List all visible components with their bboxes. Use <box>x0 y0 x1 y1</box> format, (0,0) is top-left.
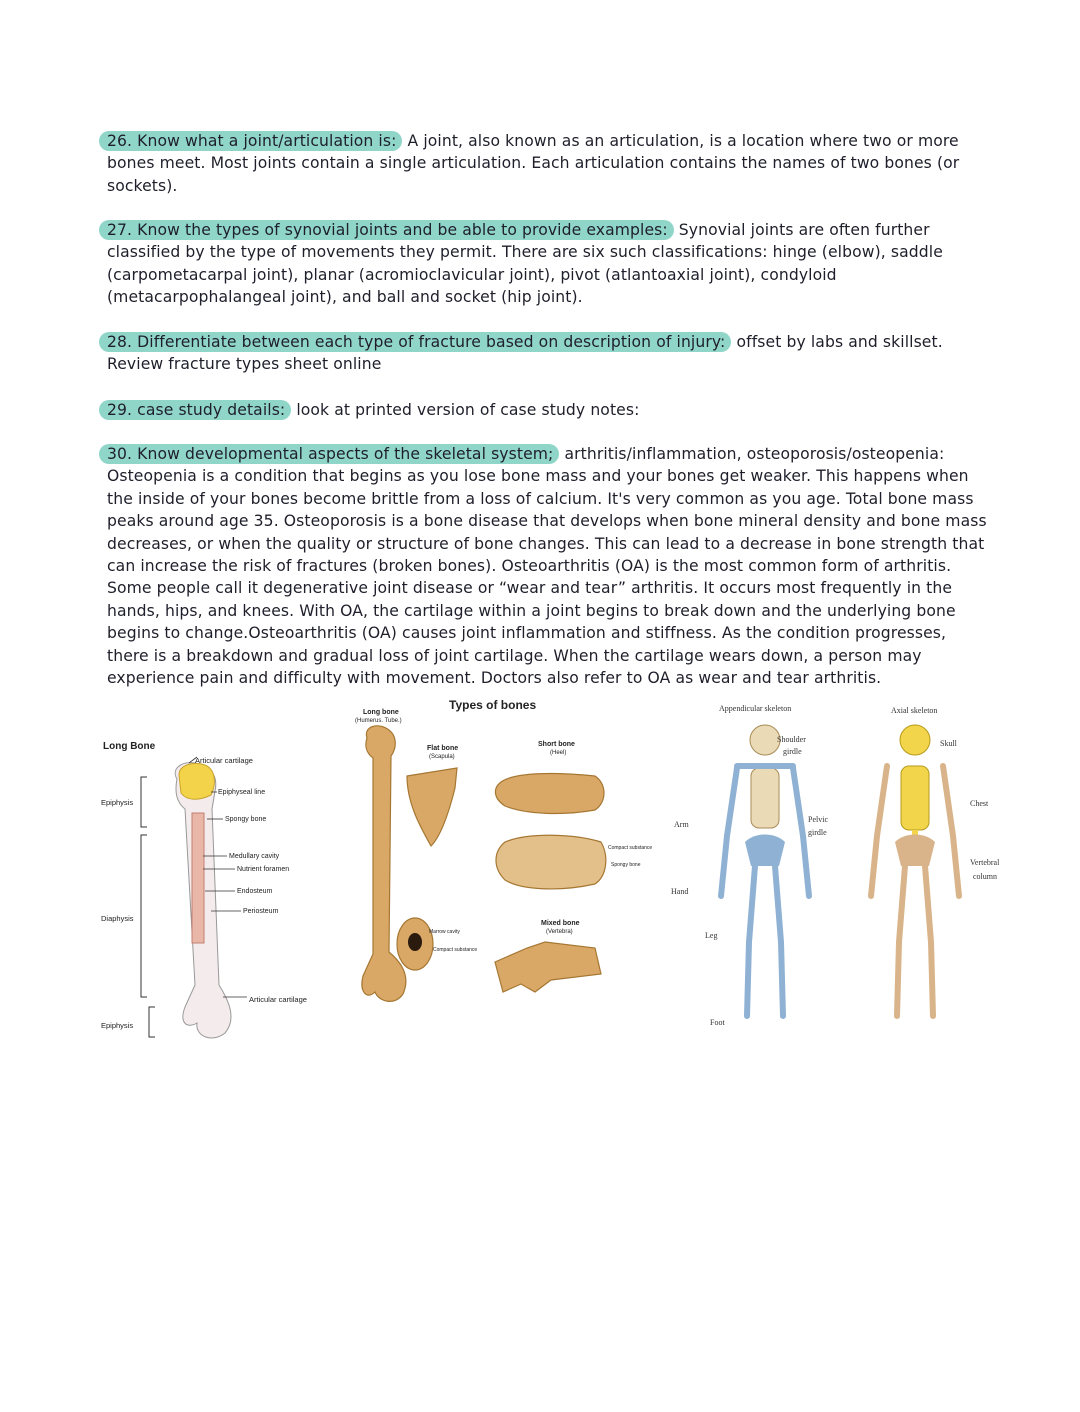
label-foot: Foot <box>710 1018 725 1027</box>
label-epiphysis-bottom: Epiphysis <box>101 1021 134 1030</box>
heel-bone <box>495 774 604 814</box>
label-short-bone: Short bone <box>538 741 575 748</box>
heel-bone-section <box>496 835 606 889</box>
label-short-bone-sub: (Heel) <box>550 750 567 756</box>
label-shoulder: Shoulder <box>777 735 806 744</box>
label-arm: Arm <box>674 820 689 829</box>
label-mixed-bone: Mixed bone <box>541 920 580 927</box>
label-spongy-bone-types: Spongy bone <box>611 862 641 868</box>
scapula-bone <box>407 768 457 846</box>
label-flat-bone: Flat bone <box>427 745 459 752</box>
label-nutrient-foramen: Nutrient foramen <box>237 866 290 873</box>
long-bone-diagram <box>95 735 335 1045</box>
label-chest: Chest <box>970 799 989 808</box>
question-29 <box>107 399 987 421</box>
marrow-cavity-hole <box>408 933 422 951</box>
question-29-heading: 29. case study details: <box>99 400 291 420</box>
types-of-bones-diagram <box>345 692 665 1032</box>
question-27-heading: 27. Know the types of synovial joints and be able to provide examples: <box>99 220 674 240</box>
vertebra-bone <box>495 942 601 992</box>
label-endosteum: Endosteum <box>237 888 273 895</box>
label-compact-substance: Compact substance <box>608 845 653 851</box>
label-long-bone: Long bone <box>363 709 399 716</box>
question-27 <box>107 219 987 309</box>
question-28-heading: 28. Differentiate between each type of fracture based on description of injury: <box>99 332 731 352</box>
label-hand: Hand <box>671 887 689 896</box>
label-pelvic: Pelvic <box>808 815 828 824</box>
label-axial-skeleton: Axial skeleton <box>891 706 938 715</box>
label-compact-substance-2: Compact substance <box>433 947 478 953</box>
label-articular-cartilage-bottom: Articular cartilage <box>249 995 307 1004</box>
question-30-body: arthritis/inflammation, osteoporosis/osteopenia: Osteopenia is a condition that begins as you lose bone mass and your bones get weaker. This happens when the inside of your bones become brittle from a loss of calcium. It's very common as you age. Total bone mass peaks around age 35. Osteoporosis is a bone disease that develops when bone mineral density and bone mass decreases, or when the quality or structure of bone changes. This can lead to a decrease in bone strength that can increase the risk of fractures (broken bones). Osteoarthritis (OA) is the most common form of arthritis. Some people call it degenerative joint disease or “wear and tear” arthritis. It occurs most frequently in the hands, hips, and knees. With OA, the cartilage within a joint begins to break down and the underlying bone begins to change.Osteoarthritis (OA) causes joint inflammation and stiffness. As the condition progresses, there is a breakdown and gradual loss of joint cartilage. When the cartilage wears down, a person may experience pain and difficulty with movement. Doctors also refer to OA as wear and tear arthritis. <box>107 445 987 688</box>
label-marrow-cavity: Marrow cavity <box>429 929 460 935</box>
question-30 <box>107 443 987 689</box>
skeleton-diagram <box>665 696 1025 1036</box>
question-26-heading: 26. Know what a joint/articulation is: <box>99 131 402 151</box>
question-29-body: look at printed version of case study notes: <box>291 401 640 419</box>
label-leg: Leg <box>705 931 718 940</box>
types-title: Types of bones <box>449 698 537 712</box>
question-28 <box>107 331 987 376</box>
bracket-diaphysis <box>141 835 147 997</box>
label-vertebral: Vertebral <box>970 858 1000 867</box>
label-epiphyseal-line: Epiphyseal line <box>218 789 266 796</box>
question-28-body: offset by labs and skillset. Review fracture types sheet online <box>107 333 943 374</box>
label-spongy-bone: Spongy bone <box>225 816 267 823</box>
label-periosteum: Periosteum <box>243 908 279 915</box>
bracket-epiphysis-top <box>141 777 147 827</box>
label-column: column <box>973 872 997 881</box>
spongy-bone-region <box>179 763 214 799</box>
question-27-body: Synovial joints are often further classified by the type of movements they permit. There are six such classifications: hinge (elbow), saddle (carpometacarpal joint), planar (acromioclavicular joint), pivot (atlantoaxial joint), condyloid (metacarpophalangeal joint), and ball and socket (hip joint). <box>107 221 943 307</box>
label-pelvic-girdle: girdle <box>808 828 827 837</box>
medullary-cavity-region <box>192 813 204 943</box>
axial-skeleton-figure <box>871 725 959 1016</box>
label-flat-bone-sub: (Scapula) <box>429 754 455 760</box>
question-26-body: A joint, also known as an articulation, is a location where two or more bones meet. Most joints contain a single articulation. Each articulation contains the names of two bones (or sockets). <box>107 132 960 195</box>
label-appendicular-skeleton: Appendicular skeleton <box>719 704 792 713</box>
label-epiphysis-top: Epiphysis <box>101 798 134 807</box>
question-30-heading: 30. Know developmental aspects of the skeletal system; <box>99 444 559 464</box>
label-shoulder-girdle: girdle <box>783 747 802 756</box>
label-articular-cartilage-top: Articular cartilage <box>195 756 253 765</box>
label-medullary-cavity: Medullary cavity <box>229 853 280 860</box>
label-skull: Skull <box>940 739 957 748</box>
appendicular-skeleton-figure <box>721 725 809 1016</box>
question-26 <box>107 130 987 197</box>
long-bone-title: Long Bone <box>103 741 156 752</box>
label-mixed-bone-sub: (Vertebra) <box>546 929 573 935</box>
label-long-bone-sub: (Humerus. Tube.) <box>355 718 402 724</box>
humerus-bone <box>362 726 406 1002</box>
label-diaphysis: Diaphysis <box>101 914 134 923</box>
bracket-epiphysis-bottom <box>149 1007 155 1037</box>
